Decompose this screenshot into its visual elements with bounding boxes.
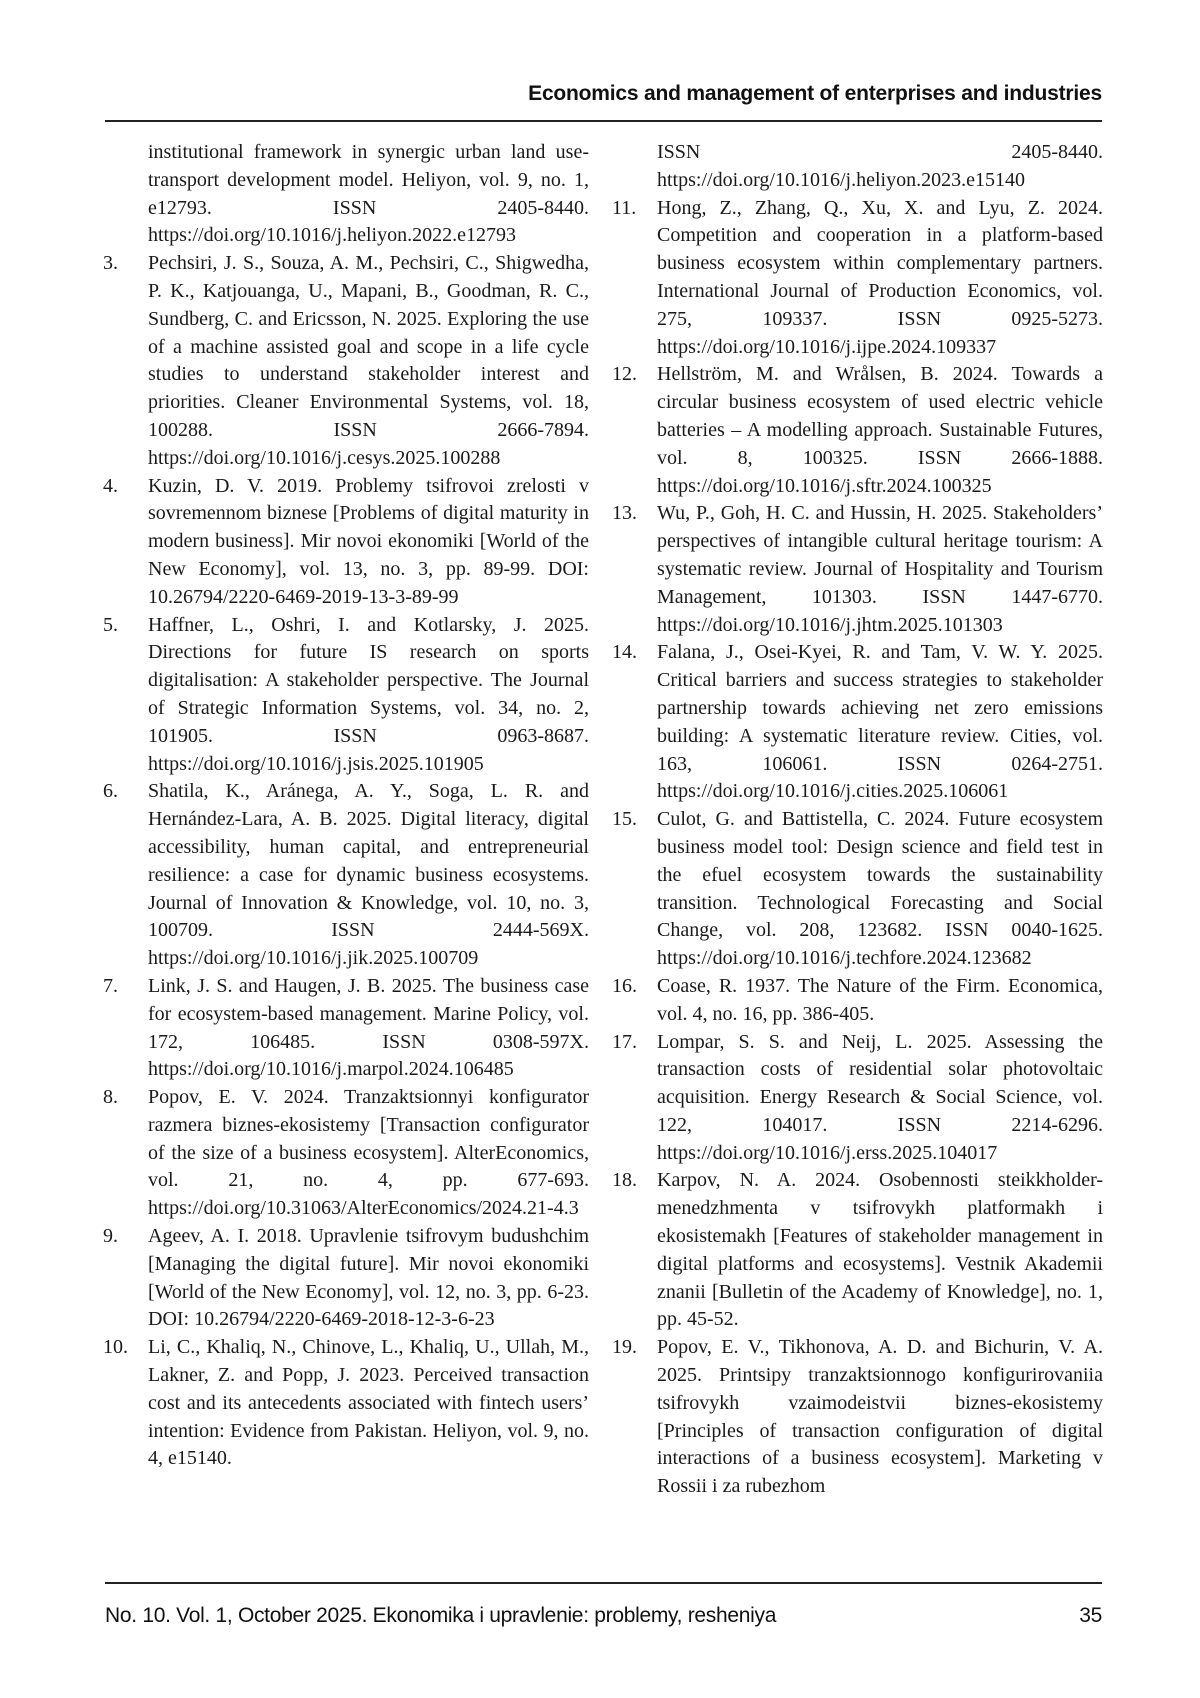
reference-item	[612, 361, 1103, 500]
reference-item	[103, 612, 589, 779]
reference-text: ISSN 2405-8440. https://doi.org/10.1016/j.heliyon.2023.e15140	[657, 141, 1103, 191]
left-column-references	[103, 139, 589, 1473]
reference-number: 18.	[612, 1169, 637, 1192]
reference-text: Li, C., Khaliq, N., Chinove, L., Khaliq, U., Ullah, M., Lakner, Z. and Popp, J. 2023. Perceived transaction cost and its antecedents associated with fintech users’ intention: Evidence from Pakistan. Heliyon, vol. 9, no. 4, e15140.	[148, 1336, 589, 1470]
reference-item	[103, 250, 589, 472]
reference-text: Falana, J., Osei-Kyei, R. and Tam, V. W. Y. 2025. Critical barriers and success strategies to stakeholder partnership towards achieving net zero emissions building: A systematic literature review. Cities, vol. 163, 106061. ISSN 0264-2751. https://doi.org/10.1016/j.cities.2025.106061	[657, 641, 1103, 803]
reference-item	[612, 973, 1103, 1029]
reference-number: 4.	[103, 474, 118, 497]
reference-number: 3.	[103, 252, 118, 275]
reference-item	[612, 1167, 1103, 1334]
reference-number: 6.	[103, 780, 118, 803]
reference-text: Culot, G. and Battistella, C. 2024. Future ecosystem business model tool: Design science and field test in the efuel ecosystem towards the sustainability transition. Technological Forecasting and Social Change, vol. 208, 123682. ISSN 0040-1625. https://doi.org/10.1016/j.techfore.2024.123682	[657, 808, 1103, 970]
reference-text: Haffner, L., Oshri, I. and Kotlarsky, J. 2025. Directions for future IS research on sports digitalisation: A stakeholder perspective. The Journal of Strategic Information Systems, vol. 34, no. 2, 101905. ISSN 0963-8687. https://doi.org/10.1016/j.jsis.2025.101905	[148, 613, 589, 775]
header-rule	[105, 120, 1102, 122]
page-footer	[105, 1604, 1102, 1628]
reference-text: Kuzin, D. V. 2019. Problemy tsifrovoi zrelosti v sovremennom biznese [Problems of digital maturity in modern business]. Mir novoi ekonomiki [World of the New Economy], vol. 13, no. 3, pp. 89-99. DOI: 10.26794/2220-6469-2019-13-3-89-99	[148, 474, 589, 608]
page-number: 35	[1079, 1604, 1102, 1627]
reference-item	[612, 1334, 1103, 1501]
reference-text: Popov, E. V., Tikhonova, A. D. and Bichurin, V. A. 2025. Printsipy tranzaktsionnogo konfigurirovaniia tsifrovykh vzaimodeistvii biznes-ekosistemy [Principles of transaction configuration of digital interactions of a business ecosystem]. Marketing v Rossii i za rubezhom	[657, 1336, 1103, 1498]
reference-text: Karpov, N. A. 2024. Osobennosti steikkholder-menedzhmenta v tsifrovykh platformakh i ekosistemakh [Features of stakeholder management in digital platforms and ecosystems]. Vestnik Akademii znanii [Bulletin of the Academy of Knowledge], no. 1, pp. 45-52.	[657, 1169, 1103, 1331]
reference-number: 8.	[103, 1086, 118, 1109]
reference-item	[612, 195, 1103, 362]
reference-text: Link, J. S. and Haugen, J. B. 2025. The business case for ecosystem-based management. Marine Policy, vol. 172, 106485. ISSN 0308-597X. https://doi.org/10.1016/j.marpol.2024.106485	[148, 974, 589, 1081]
reference-item	[612, 1029, 1103, 1168]
reference-text: institutional framework in synergic urban land use-transport development model. Heliyon, vol. 9, no. 1, e12793. ISSN 2405-8440. https://doi.org/10.1016/j.heliyon.2022.e12793	[148, 141, 589, 247]
running-header-title: Economics and management of enterprises and industries	[528, 82, 1102, 105]
reference-number: 5.	[103, 613, 118, 636]
reference-item	[103, 473, 589, 612]
reference-text: Lompar, S. S. and Neij, L. 2025. Assessing the transaction costs of residential solar photovoltaic acquisition. Energy Research & Social Science, vol. 122, 104017. ISSN 2214-6296. https://doi.org/10.1016/j.erss.2025.104017	[657, 1030, 1103, 1164]
reference-text: Pechsiri, J. S., Souza, A. M., Pechsiri, C., Shigwedha, P. K., Katjouanga, U., Mapani, B., Goodman, R. C., Sundberg, C. and Ericsson, N. 2025. Exploring the use of a machine assisted goal and scope in a life cycle studies to understand stakeholder interest and priorities. Cleaner Environmental Systems, vol. 18, 100288. ISSN 2666-7894. https://doi.org/10.1016/j.cesys.2025.100288	[148, 252, 589, 469]
reference-number: 10.	[103, 1336, 128, 1359]
reference-text: Ageev, A. I. 2018. Upravlenie tsifrovym budushchim [Managing the digital future]. Mir novoi ekonomiki [World of the New Economy], vol. 12, no. 3, pp. 6-23. DOI: 10.26794/2220-6469-2018-12-3-6-23	[148, 1225, 589, 1331]
reference-text: Shatila, K., Aránega, A. Y., Soga, L. R. and Hernández-Lara, A. B. 2025. Digital literacy, digital accessibility, human capital, and entrepreneurial resilience: a case for dynamic business ecosystems. Journal of Innovation & Knowledge, vol. 10, no. 3, 100709. ISSN 2444-569X. https://doi.org/10.1016/j.jik.2025.100709	[148, 780, 589, 970]
reference-number: 11.	[612, 196, 637, 219]
reference-number: 15.	[612, 808, 637, 831]
reference-item	[612, 500, 1103, 639]
reference-item	[103, 1084, 589, 1223]
reference-item	[103, 778, 589, 973]
footer-rule	[105, 1582, 1102, 1584]
reference-item	[612, 139, 1103, 195]
reference-text: Wu, P., Goh, H. C. and Hussin, H. 2025. Stakeholders’ perspectives of intangible cultural heritage tourism: A systematic review. Journal of Hospitality and Tourism Management, 101303. ISSN 1447-6770. https://doi.org/10.1016/j.jhtm.2025.101303	[657, 502, 1103, 636]
footer-journal-info: No. 10. Vol. 1, October 2025. Ekonomika i upravlenie: problemy, resheniya	[105, 1604, 777, 1627]
reference-number: 17.	[612, 1030, 637, 1053]
reference-number: 12.	[612, 363, 637, 386]
reference-number: 16.	[612, 974, 637, 997]
reference-item	[103, 973, 589, 1084]
reference-text: Popov, E. V. 2024. Tranzaktsionnyi konfigurator razmera biznes-ekosistemy [Transaction configurator of the size of a business ecosystem]. AlterEconomics, vol. 21, no. 4, pp. 677-693. https://doi.org/10.31063/AlterEconomics/2024.21-4.3	[148, 1086, 589, 1220]
reference-text: Hellström, M. and Wrålsen, B. 2024. Towards a circular business ecosystem of used electric vehicle batteries – A modelling approach. Sustainable Futures, vol. 8, 100325. ISSN 2666-1888. https://doi.org/10.1016/j.sftr.2024.100325	[657, 363, 1103, 497]
reference-text: Hong, Z., Zhang, Q., Xu, X. and Lyu, Z. 2024. Competition and cooperation in a platform-based business ecosystem within complementary partners. International Journal of Production Economics, vol. 275, 109337. ISSN 0925-5273. https://doi.org/10.1016/j.ijpe.2024.109337	[657, 196, 1103, 358]
reference-item	[103, 139, 589, 250]
reference-number: 9.	[103, 1225, 118, 1248]
right-column-references	[612, 139, 1103, 1501]
reference-item	[103, 1223, 589, 1334]
reference-number: 19.	[612, 1336, 637, 1359]
reference-number: 13.	[612, 502, 637, 525]
reference-item	[612, 639, 1103, 806]
reference-item	[103, 1334, 589, 1473]
reference-number: 14.	[612, 641, 637, 664]
reference-text: Coase, R. 1937. The Nature of the Firm. Economica, vol. 4, no. 16, pp. 386-405.	[657, 974, 1103, 1025]
reference-number: 7.	[103, 974, 118, 997]
reference-item	[612, 806, 1103, 973]
